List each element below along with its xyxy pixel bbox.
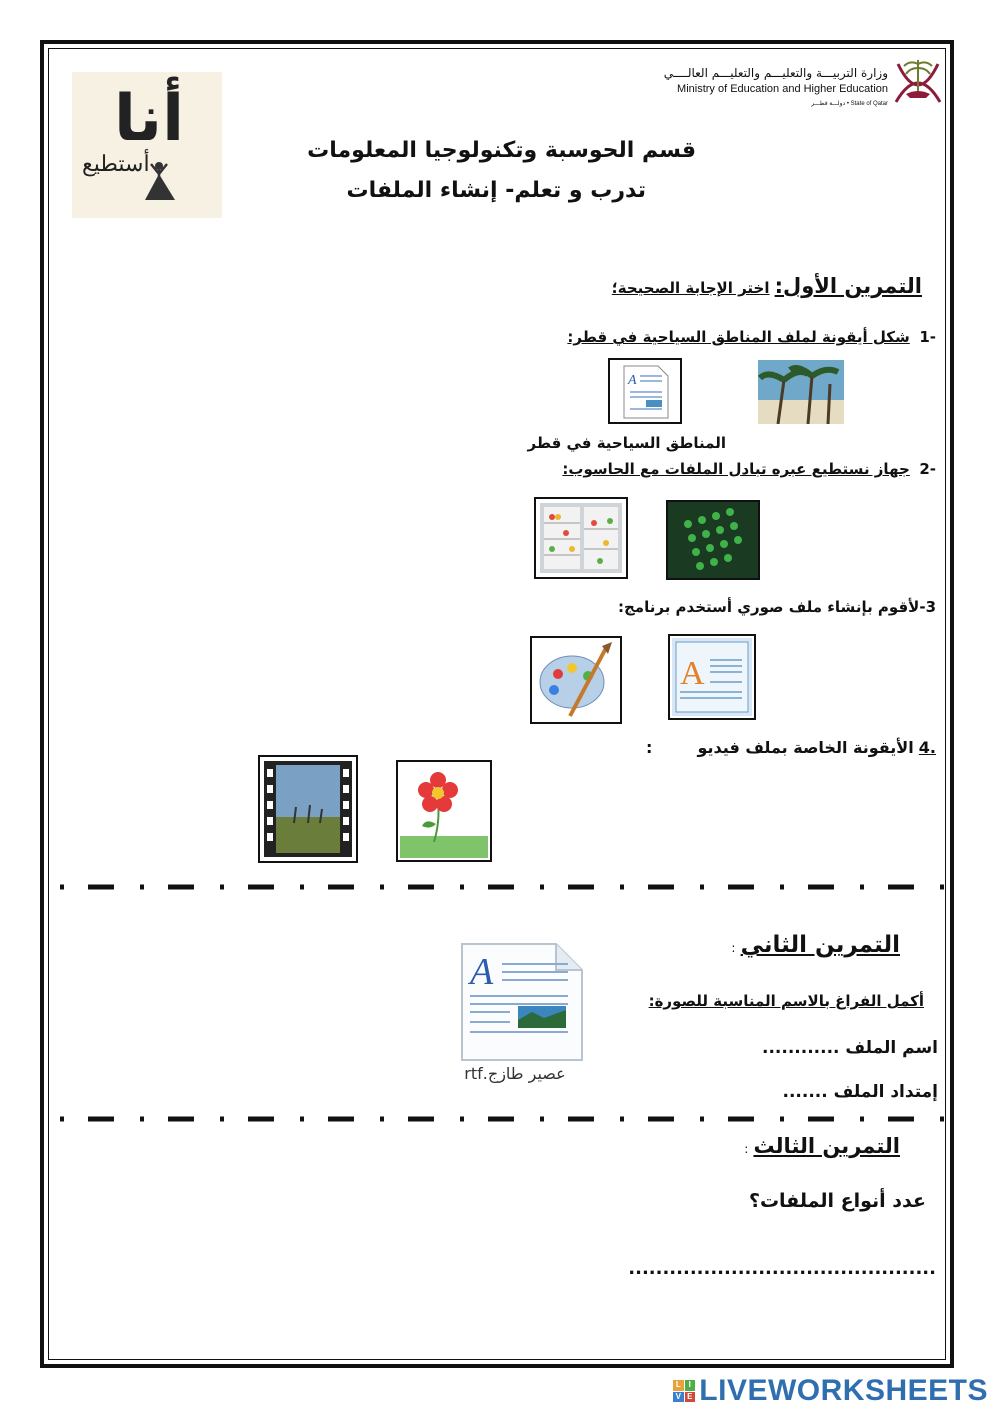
q2-option-phone[interactable]: [666, 500, 760, 580]
separator-1: [60, 880, 950, 894]
video-file-icon: [260, 757, 356, 861]
flower-image-icon: [398, 762, 490, 860]
ministry-english: Ministry of Education and Higher Education: [677, 83, 888, 95]
rtf-document-icon: [440, 940, 590, 1064]
document-file-icon: [610, 360, 680, 422]
inner-border: [48, 48, 946, 1360]
smartphone-icon: [668, 502, 758, 578]
logo-small-text: أستطيع: [82, 152, 150, 177]
exercise2-colon: :: [731, 941, 736, 955]
liveworksheets-logo-icon: L I V E: [673, 1380, 695, 1402]
q1-option-document-icon[interactable]: [608, 358, 682, 424]
file-extension-blank: إمتداد الملف .......: [782, 1082, 938, 1102]
q4-number: .4: [918, 738, 936, 757]
q4-option-image-flower[interactable]: [396, 760, 492, 862]
exercise3-question: عدد أنواع الملفات؟: [748, 1190, 926, 1212]
separator-2: [60, 1112, 950, 1126]
beach-photo-icon: [758, 360, 844, 424]
refrigerator-icon: [536, 499, 626, 577]
exercise1-heading-row: [522, 274, 922, 298]
paint-palette-icon: [532, 638, 620, 722]
svg-text:A: A: [470, 951, 494, 993]
exercise1-instruction: اختر الإجابة الصحيحة؛: [611, 279, 770, 297]
q4-option-video[interactable]: [258, 755, 358, 863]
q2-option-fridge[interactable]: [534, 497, 628, 579]
rtf-file-icon-wrapper: [440, 940, 590, 1060]
state-of-qatar: State of Qatar • دولـــة قطـــر: [811, 101, 888, 107]
wordpad-icon: [670, 636, 754, 718]
q3-option-wordpad[interactable]: [668, 634, 756, 720]
q1-number: -1: [919, 328, 936, 346]
q1-caption: المناطق السياحية في قطر: [527, 434, 726, 452]
q2-number: -2: [919, 460, 936, 478]
page-subtitle: تدرب و تعلم- إنشاء الملفات: [346, 178, 646, 203]
file-name-blank: اسم الملف ............: [761, 1038, 938, 1058]
q2-text: جهاز نستطيع عبره تبادل الملفات مع الحاسوب:: [562, 460, 910, 478]
exercise2-instruction: أكمل الفراغ بالاسم المناسبة للصورة:: [648, 992, 924, 1010]
exercise3-heading: التمرين الثالث: [753, 1134, 900, 1158]
svg-text:A: A: [680, 655, 705, 692]
ana-astatee-logo: [72, 72, 222, 218]
ministry-arabic: وزارة التربيـــة والتعليـــم والتعليـــم العالــــي: [663, 66, 888, 80]
q4-row: [516, 738, 936, 757]
exercise3-colon: :: [744, 1142, 749, 1156]
qatar-emblem-icon: [892, 54, 944, 110]
exercise1-heading: التمرين الأول:: [774, 274, 922, 298]
q3-text: 3-لأقوم بإنشاء ملف صوري أستخدم برنامج:: [618, 598, 936, 616]
exercise2-heading: التمرين الثاني: [740, 932, 900, 958]
q2-row: [456, 460, 936, 478]
watermark-text: LIVEWORKSHEETS: [699, 1374, 988, 1407]
q3-option-paint[interactable]: [530, 636, 622, 724]
q4-colon: :: [646, 738, 653, 757]
q1-option-beach-image[interactable]: [758, 360, 844, 424]
q1-text: شكل أيقونة لملف المناطق السياحية في قطر:: [567, 328, 910, 346]
exercise3-heading-row: [600, 1134, 900, 1158]
svg-text:A: A: [628, 373, 637, 388]
q4-text: الأيقونة الخاصة بملف فيديو: [697, 738, 914, 757]
exercise2-heading-row: [600, 932, 900, 958]
liveworksheets-watermark: [673, 1374, 988, 1408]
rtf-file-label: عصير طازج.rtf: [464, 1064, 566, 1083]
logo-big-text: أنا: [114, 82, 184, 156]
q1-row: [456, 328, 936, 346]
page-title: قسم الحوسبة وتكنولوجيا المعلومات: [307, 138, 696, 163]
exercise3-answer-line[interactable]: .............................................: [628, 1258, 936, 1279]
